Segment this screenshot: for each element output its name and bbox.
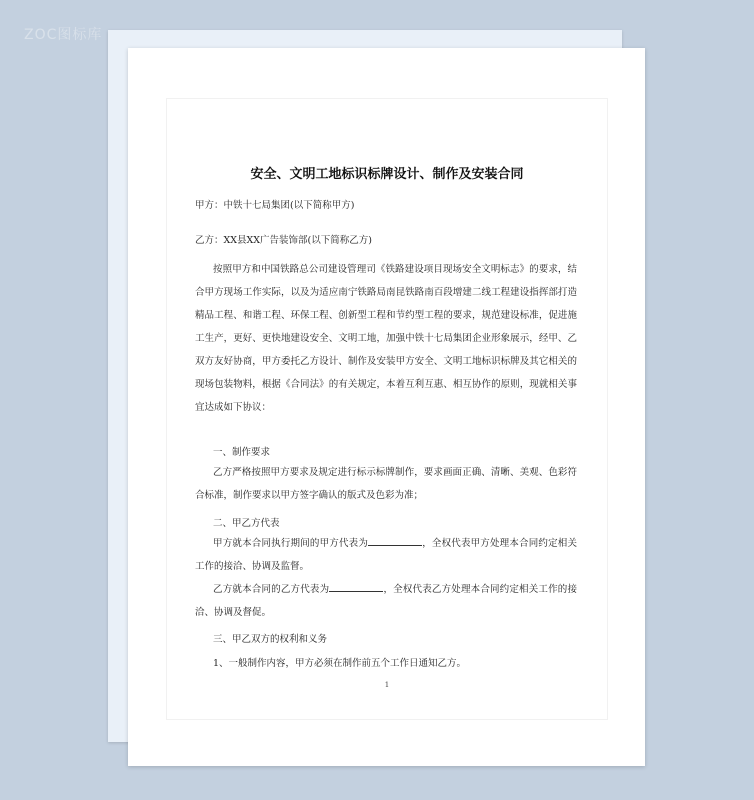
document-page [128, 48, 645, 766]
document-title: 安全、文明工地标识标牌设计、制作及安装合同 [250, 167, 524, 182]
section-2-party-b-text [195, 578, 577, 624]
party-b-rep-suffix: ，全权代表乙方处理本合同约定相关工作的接洽、协调及督促。 [195, 584, 577, 618]
section-1-heading: 一、制作要求 [213, 447, 271, 458]
party-b-line: 乙方：XX县XX广告装饰部(以下简称乙方) [195, 235, 372, 246]
section-1-text: 乙方严格按照甲方要求及规定进行标示标牌制作，要求画面正确、清晰、美观、色彩符合标准，制作要求以甲方签字确认的版式及色彩为准； [195, 467, 577, 501]
party-a-rep-suffix: ，全权代表甲方处理本合同约定相关工作的接洽、协调及监督。 [195, 538, 577, 572]
section-2-party-a-text [195, 532, 577, 578]
document-content [166, 98, 608, 720]
party-a-rep-blank [368, 536, 422, 546]
section-3-heading: 三、甲乙双方的权利和义务 [213, 634, 328, 645]
party-b-rep-prefix: 乙方就本合同的乙方代表为 [213, 584, 330, 595]
section-2-heading: 二、甲乙方代表 [213, 518, 280, 529]
intro-paragraph: 按照甲方和中国铁路总公司建设管理司《铁路建设项目现场安全文明标志》的要求，结合甲方现场工作实际，以及为适应南宁铁路局南昆铁路南百段增建二线工程建设指挥部打造精品工程、和谐工程、环保工程、创新型工程和节约型工程的要求，规范建设标准，促进施工生产，更好、更快地建设安全、文明工地，加强中铁十七局集团企业形象展示，经甲、乙双方友好协商，甲方委托乙方设计、制作及安装甲方安全、文明工地标识标牌及其它相关的现场包装物料，根据《合同法》的有关规定，本着互利互惠、相互协作的原则，现就相关事宜达成如下协议： [195, 264, 577, 413]
party-a-rep-prefix: 甲方就本合同执行期间的甲方代表为 [213, 538, 369, 549]
party-b-rep-blank [329, 582, 383, 592]
watermark-text: ZOC图标库 [24, 27, 103, 43]
section-3-item-1: 1、一般制作内容，甲方必须在制作前五个工作日通知乙方。 [213, 658, 467, 669]
party-a-line: 甲方：中铁十七局集团(以下简称甲方) [195, 200, 355, 211]
page-number: 1 [384, 681, 390, 689]
